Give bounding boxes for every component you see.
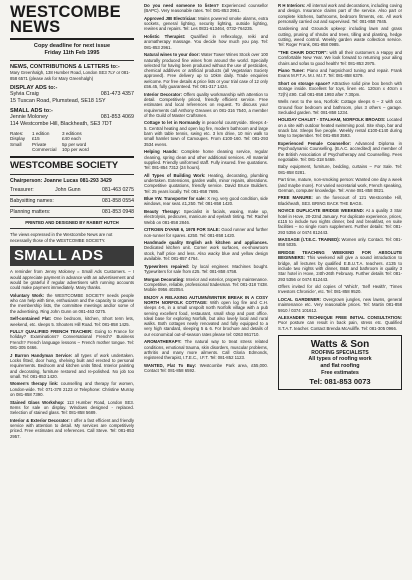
small-ad-text: Part time, mature, non-smoking person: Wanted one day a week (and maybe more). For varied secretarial work, French speaking, German, computer knowledge. Tel: Anne 081-858 0821. xyxy=(278,177,402,193)
small-ad xyxy=(278,141,402,162)
small-ad-text: Westcombe Park area, £55,000. Contact Tel: 081-858 6592. xyxy=(144,362,268,374)
small-ad-heading: Typewriters repaired: xyxy=(144,263,190,269)
small-ad xyxy=(10,418,134,439)
small-ad-text: all types of work undertaken. Locks fitted, door hung, shelving built and erected to personal requirements. Bedroom and kitchen units fitted. Interior painting and decorating, furniture restored and re-polished. No job too small. Tel: 081-853 1420. xyxy=(10,352,134,379)
small-ad-heading: Experienced Female Counsellor: xyxy=(278,140,351,146)
rates-table xyxy=(10,131,134,153)
small-ad-heading: Interior & Exterior Decorator: xyxy=(10,417,70,423)
small-ad-text: Complete home cleaning service, regular cleaning, spring clean and other additional services. All material supplied. Friendly uniformed staff. Fully insured. free quotations. Tel: 081-854 7312 (24 hours). xyxy=(144,149,268,171)
small-ads-list-right xyxy=(278,3,402,331)
small-ad-heading: Handmade quality English ash kitchen and appliances. xyxy=(144,240,268,246)
society-chair: Chairperson: Joanne Lucas 081-293 3429 xyxy=(10,177,112,184)
small-ad-heading: Women's therapy link: xyxy=(10,381,59,387)
small-ad xyxy=(278,195,402,206)
small-ad xyxy=(144,240,268,261)
rates-cell: Rates: xyxy=(10,130,24,136)
display-ads-phone: 081-473 4357 xyxy=(100,91,134,98)
watts-phone: Tel: 081-853 0073 xyxy=(309,377,371,387)
small-ad xyxy=(144,264,268,275)
small-ad-heading: "THE CHAIR DOCTOR": xyxy=(278,49,328,55)
small-ad-text: Located on a site with outdoor heated swimming pool. Site shop, bar and snack bar. Sleeps five people. Weekly rental £100-£140 during May to September. Tel: 081-858 3593. xyxy=(278,117,402,139)
society-person: John Gunn xyxy=(55,186,81,193)
small-ad-heading: Helping Hands: xyxy=(144,149,178,155)
small-ad-text: Wells next to the sea, Norfolk: Cottage sleeps 6 – 2 with cot. Ground floor bedroom and bathroom, plus 3 others – garage. Secluded garden. Tel: 081-858 1234. xyxy=(278,99,402,115)
small-ad-heading: ENJOY A RELAXING AUTUMN/WINTER BREAK IN A COSY NORTH NORFOLK COTTAGE: xyxy=(144,294,268,305)
rates-cell: £40 each xyxy=(62,136,81,142)
small-ad xyxy=(278,284,402,295)
small-ad-text: Advanced Diploma in Psychodynamic Counselling. (B.A.C. accredited) and member of the British Association of Psychotherapy and Counselling. Fees negotiable. Tel: 081-318 5469. xyxy=(278,140,402,162)
small-ad xyxy=(10,329,134,350)
society-title: WESTCOMBE SOCIETY xyxy=(10,159,119,171)
small-ad xyxy=(144,34,268,50)
column-left xyxy=(10,3,134,577)
small-ad-text: Dedicated kitchen unit. Corner work surfaces, ex-showroom stock, half price and less. Also wacky blue and yellow design available. Tel: 081-857 4764. xyxy=(144,245,268,262)
small-ad-heading: Approved JIB Electrician: xyxy=(144,15,197,21)
society-role: Babysitting names: xyxy=(10,197,54,204)
small-ad xyxy=(144,209,268,225)
small-ad xyxy=(278,50,402,66)
small-ad-text: Baby equipment, furniture, bedding, curtains – For Sale. Tel: 081-858 0281. xyxy=(278,164,402,175)
small-ad-text: Experienced counsellor (BAPC). Very reasonable rates. Tel: 081-853 2961. xyxy=(144,3,268,14)
society-disclaimer: The views expressed in the Westcombe News are not necessarily those of the WESTCOMBE SOCIETY. xyxy=(10,232,113,243)
column-right xyxy=(278,3,402,577)
watts-line3: Free estimates xyxy=(321,370,359,377)
rates-cell: 10p per word xyxy=(62,147,89,153)
small-ad xyxy=(278,297,402,313)
small-ad-heading: Morgan Decorating: xyxy=(144,276,185,282)
small-ad xyxy=(144,227,268,238)
display-ads-block xyxy=(10,85,134,105)
small-ad-heading: Cottage to let in Normandy xyxy=(144,120,201,126)
watts-subtitle: ROOFING SPECIALISTS xyxy=(311,350,369,357)
small-ad-text: Qualified in reflexology, reiki and aromatherapy massage. You decide how much you pay. Tel: 081-853 2961. xyxy=(144,34,268,50)
small-ad xyxy=(278,177,402,193)
small-ad-heading: Blue VW. Transporter for sale: xyxy=(144,196,206,202)
rates-cell: 3 editions xyxy=(62,130,82,136)
small-ads-list-left xyxy=(10,269,134,439)
small-ad-text: Specialist in facials, waxing, make up, electrolysis, pedicures, manicure and eyelash tinting. Tel: Rachel Webb on 081-858 2846. xyxy=(144,209,268,225)
small-ad xyxy=(144,363,268,374)
small-ad xyxy=(278,117,402,138)
display-ads-address: 15 Tuscan Road, Plumstead, SE18 1SY xyxy=(10,97,106,104)
watts-title: Watts & Son xyxy=(310,339,370,351)
small-ad-heading: Self-contained Flat: xyxy=(10,316,52,322)
small-ad-text: Women only. Contact. Tel: 081-858 5035. xyxy=(278,237,402,248)
small-ad-heading: NOVICE DUPLICATE BRIDGE WEEKEND: xyxy=(278,208,365,214)
small-ad-heading: Piano Tuner: xyxy=(278,68,305,74)
small-ad xyxy=(144,173,268,194)
small-ad xyxy=(278,250,402,282)
small-ad-heading: Short on storage space? xyxy=(278,81,331,87)
small-ad-text: Poor posture can result in back pain, stress etc. Qualified S.T.A.T. teacher. Contact Brenda McAuliffe. Tel: 081-305 0966. xyxy=(278,320,402,331)
society-row xyxy=(10,207,134,218)
deadline-date: Friday 11th Feb 1995 xyxy=(44,49,100,56)
small-ad-heading: All Types of Building Work: xyxy=(144,172,206,178)
small-ads-banner: SMALL ADS xyxy=(10,246,134,266)
society-phone: 081-463 0275 xyxy=(101,186,134,193)
display-ads-name: Sylvia Craig xyxy=(10,91,39,98)
small-ad-text: Interior and exterior, property maintenance. Competitive, reliable, professional tradesman. Tel: 081-318 7438. Mobile 0956 402054. xyxy=(144,276,268,293)
small-ad xyxy=(10,381,134,397)
small-ad xyxy=(144,92,268,118)
small-ad xyxy=(144,295,268,337)
small-ad-heading: LOCAL GARDENER: xyxy=(278,297,321,302)
small-ad xyxy=(278,164,402,175)
masthead-line1: WESTCOMBE xyxy=(10,3,121,21)
small-ad-text: counselling and therapy for women, London-wide. Tel: 071-378 2123 or Telephone: Christine Murray on 081-858 7390. xyxy=(10,381,134,398)
small-ad xyxy=(278,3,402,24)
small-ad xyxy=(278,99,402,115)
small-ad-text: All internal work and decorations, including coving and design. Insurance claims part of the service. Also part or complete kitchens, bathrooms, bedroom fitments, etc. All work personally carried out and supervised. Tel: 081-858 7845. xyxy=(278,3,402,24)
small-ad-text: in peaceful countryside. Sleeps 4-5. Central heating and open log fire, modern bathroom and large barn with table tennis, swing etc. 3 km drive, 10 min walk to small hamlet town of Camoupes. From £100-160. Tel: 081-293 3534 evens. xyxy=(144,120,268,147)
small-ad xyxy=(278,26,402,47)
newsletter-page xyxy=(10,3,406,577)
masthead xyxy=(10,5,134,35)
small-ads-phone: 081-853 4069 xyxy=(100,114,134,121)
small-ad xyxy=(144,149,268,170)
small-ad-heading: BRIDGE TEACHING WEEKEND FOR ABSOLUTE BEGINNERS: xyxy=(278,250,402,261)
small-ad-heading: Beauty Therapy: xyxy=(144,209,181,215)
small-ad-heading: ALEXANDER TECHNIQUE FREE INITIAL CONSULTATION: xyxy=(278,315,402,321)
divider xyxy=(10,38,134,40)
small-ad-heading: Natural wines to your door: xyxy=(144,52,200,58)
small-ads-contact-block xyxy=(10,108,134,128)
small-ad-text: Overgrown jungles, new lawns, general maintenance etc. Very reasonable prices. Tel: Martin 081-858 5910 / 0374 101612. xyxy=(278,297,402,313)
small-ad-heading: FREE MANURE: xyxy=(278,195,313,201)
copy-deadline xyxy=(10,43,134,57)
small-ad xyxy=(278,68,402,79)
small-ad xyxy=(278,208,402,234)
small-ad-text: The natural way to treat stress related conditions, emotional trauma, skin disorders, muscular problems, arthritis and many more ailments. Call Gloria Edmonds, registered therapist, I.T.E.C., I.F.T. Tel: 081-852 1123. xyxy=(144,339,268,361)
society-phone: 081-853 0948 xyxy=(101,208,134,215)
small-ad-text: Going to France for holiday? Examinations? Conversational French? Business French? French language lessons – French mother tongue. Tel: 081-305 0466. xyxy=(10,329,134,351)
small-ad-text: 113 Humber Road, London SE3. Items for sale on display. Windows designed - replaced. Selection of stained glass. Tel: 081-858 5689. xyxy=(10,399,134,416)
small-ad-text: Offers invited for old copies of 'Which', 'Self Health', 'Times Investors Chronicle', etc. Tel: 081-858 9520. xyxy=(278,284,402,295)
society-row xyxy=(10,196,134,207)
small-ad-text: I offer a fast efficient and friendly service with attention to detail. My services are competitively priced. Free estimates and references. Call Steve. Tel: 081-853 2957. xyxy=(10,417,134,439)
small-ad-heading: WANTED, Flat To Buy: xyxy=(144,362,197,368)
divider xyxy=(10,228,134,229)
small-ad-heading: R H Interiors: xyxy=(278,3,306,8)
rates-cell: Display xyxy=(10,136,26,142)
printer-credit: PRINTED AND DESIGNED BY RABBIT HUTCH xyxy=(25,219,119,225)
small-ad-heading: AROMATHERAPY: xyxy=(144,339,182,345)
small-ad xyxy=(10,316,134,327)
small-ad xyxy=(144,3,268,14)
divider xyxy=(10,156,134,158)
small-ad-text: One bedroom, kitchen, Short term lets, weekend, etc. sleeps 5. Shooters Hill Road. Tel: 081-858 1425. xyxy=(10,316,134,327)
rates-cell: 5p per word xyxy=(62,141,87,147)
small-ad-heading: Holistic Therapist: xyxy=(144,34,186,40)
small-ad xyxy=(278,315,402,331)
small-ad-text: with all their customers a Happy and Comfortable New Year. We look forward to returning your ailing chairs and sofas to good health! Tel: 081-853 2975. xyxy=(278,49,402,66)
small-ad-text: This weekend will give a sound introduction to bridge, all lectures by qualified E.B.U.T.A. teachers. £135 to include two nights with dinner, B&B and bathroom in quality 3 Star hotel in Hove, 24th-26th February. Further details Tel: 081-293 5356 or 0474 812443. xyxy=(278,255,402,282)
watts-line2: and flat roofing xyxy=(320,363,360,370)
small-ad xyxy=(278,81,402,97)
small-ad xyxy=(10,269,134,290)
small-ads-address: 114 Westcombe Hill, Blackheath, SE3 7DT xyxy=(10,120,112,127)
small-ad-heading: CITROEN DYANE 6, 1978 FOR SALE: xyxy=(144,227,220,233)
small-ad xyxy=(144,120,268,146)
small-ad-text: on the forecourt of 121 Westcombe Hill, Blackheath, SE3. BRING BACK THE BAGS. xyxy=(278,195,402,206)
small-ad-text: Good runner and further non-runner for spares. £250. Tel: 081-858 1420. xyxy=(144,227,268,238)
rates-cell: 1 edition xyxy=(32,130,50,136)
small-ad-text: A reminder from Jenny Moloney = Small Ads Customers. – I would appreciate payment in advance with an advertisement and would be grateful if regular advertisers with running accounts could make payment immediately. Many thanks. xyxy=(10,269,134,291)
watts-line1: All types of roofing work xyxy=(308,356,372,363)
small-ad xyxy=(144,16,268,32)
society-role: Treasurer: xyxy=(10,186,34,193)
small-ad xyxy=(10,293,134,314)
watts-and-son-ad xyxy=(278,335,402,390)
small-ad-text: by local engineer. Machines bought. Typewriters for sale from £25. Tel: 081-858 4758. xyxy=(144,263,268,274)
column-middle xyxy=(144,3,268,577)
masthead-line2: NEWS xyxy=(10,18,61,36)
small-ad-text: Attractive solid pine box bench with storage inside. Excellent for toys, linen etc. 120cm x 40cm x 72(h) £90. Call 081-858 1993 after 7.30pm. xyxy=(278,81,402,97)
small-ad-text: Gardening and Grounds upkeep: including lawn and grass cutting, pruning of shrubs and trees, tilling and planting, hedge cutting, weed control. Weekly garden waste collection service. Tel: Roger Frank, 081-858 0985. xyxy=(278,26,402,48)
small-ads-name: Jennie Moloney xyxy=(10,114,48,121)
small-ad-text: the WESTCOMBE SOCIETY needs people who can help with time, enthusiasm and the capacity to organise the membership lists, the committee meetings and/or some of the advertising. Ring John Gunn on 081-463 0275. xyxy=(10,292,134,314)
small-ad-heading: Voluntary Work: xyxy=(10,292,45,298)
small-ad-text: Mains powered smoke alarms, extra sockets, general lighting, security lighting, outside lighting, rewires and repairs. Tel: Les 0831-613464, 0732-764235. xyxy=(144,15,268,32)
small-ad xyxy=(278,237,402,248)
small-ad xyxy=(10,353,134,379)
rates-cell xyxy=(10,147,32,153)
display-ads-heading: DISPLAY ADS to:- xyxy=(10,84,58,91)
contributions-heading: NEWS, CONTRIBUTIONS & LETTERS to:- xyxy=(10,63,120,70)
small-ad-text: Offers quality workmanship with attention to detail. Competitively priced, friendly efficient service. Free estimates and local references on request. To discuss your requirements call Anthony Greaves on 081-316 7540, a member of the Guild of Master Craftsmen. xyxy=(144,91,268,118)
society-contacts xyxy=(10,185,134,218)
small-ad-heading: HOLIDAY CHALET - STALHAM, NORFOLK BROADS: xyxy=(278,117,386,123)
small-ad xyxy=(144,339,268,360)
small-ad-text: Water Tower Wines Stock over 100 naturally produced fine wines from around the world. Specially selected for having been produced without the use of pesticides, chemical additives or artificial products (all Vegetarian Society approved). Free delivery up to 10km daily. Trade enquiries welcome. For free details & price lists or your trial case of 12 only £56.45, fully guaranteed. Tel: 081-317 1424. xyxy=(144,52,268,90)
small-ad xyxy=(144,277,268,293)
small-ad-text: Heating, decorating, plumbing undertaken. Extensions, garden walls, minor repairs, alterations. Competitive quotations, friendly service. David Bruce Builders. Tel: 25 years locally. Tel: 081-858 7695. xyxy=(144,172,268,194)
society-role: Planning matters: xyxy=(10,208,51,215)
deadline-title: Copy deadline for next issue xyxy=(33,43,111,49)
small-ad-heading: MASSAGE (I.T.E.C. TRAINED): xyxy=(278,237,341,243)
contributions-body: Mary Greenhalgh, 138 Humber Road, London SE3 7LY or 081-858 6571 (please ask for Mary Greenhalgh) xyxy=(10,70,130,81)
small-ads-list-middle xyxy=(144,3,268,373)
small-ad xyxy=(10,400,134,416)
small-ad-text: With open log fire and C.H. sleeps 4-6, in a small unspoilt north Norfolk village with a pub serving excellent food, restaurant, small shop and post office. Ideal base for exploring Norfolk, but also lovely local and rural walks. Both cottages newly renovated and fully equipped to a very high standard, sleeping 5 & 6. For brochure and details of our economical out-of-season rates please tel: 0263 861710. xyxy=(144,300,268,337)
small-ad-text: At a quality 3 Star hotel in Hove, 20-22nd January. For duplicate experience, prices, £115 to include two nights dinner, bed and breakfast, en suite facilities – no single room supplement. Further details: Tel: 081-293 5356 or 0474 812443. xyxy=(278,208,402,235)
society-row xyxy=(10,185,134,196)
small-ad-heading: FULLY QUALIFIED FRENCH TEACHER: xyxy=(10,329,93,335)
small-ad-heading: J Barron Handyman Service: xyxy=(10,352,73,358)
contributions-block xyxy=(10,64,134,82)
divider xyxy=(10,174,134,175)
small-ad xyxy=(144,52,268,89)
rates-cell: Small xyxy=(10,141,22,147)
small-ad-heading: Do you need someone to listen? xyxy=(144,3,219,8)
small-ad-heading: Stained Glass Workshop: xyxy=(10,399,65,405)
divider xyxy=(10,60,134,61)
small-ads-heading: SMALL ADS to:- xyxy=(10,107,53,114)
small-ad-heading: Interior Decorator: xyxy=(144,91,183,97)
rates-cell: £15 xyxy=(32,136,40,142)
small-ad-text: Piano and harpsichord tuning and repair. Frank Evans M.P.T.A. M.I. M.I.T. Tel: 081-858 6379. xyxy=(278,68,402,79)
small-ad-text: X reg. very good condition, side windows, rear seat. £1,250. Tel: 081-858 1420. xyxy=(144,196,268,207)
rates-cell: Private xyxy=(32,141,47,147)
society-phone: 081-858 0554 xyxy=(101,197,134,204)
small-ad xyxy=(144,196,268,207)
rates-cell: Commercial xyxy=(32,147,57,153)
